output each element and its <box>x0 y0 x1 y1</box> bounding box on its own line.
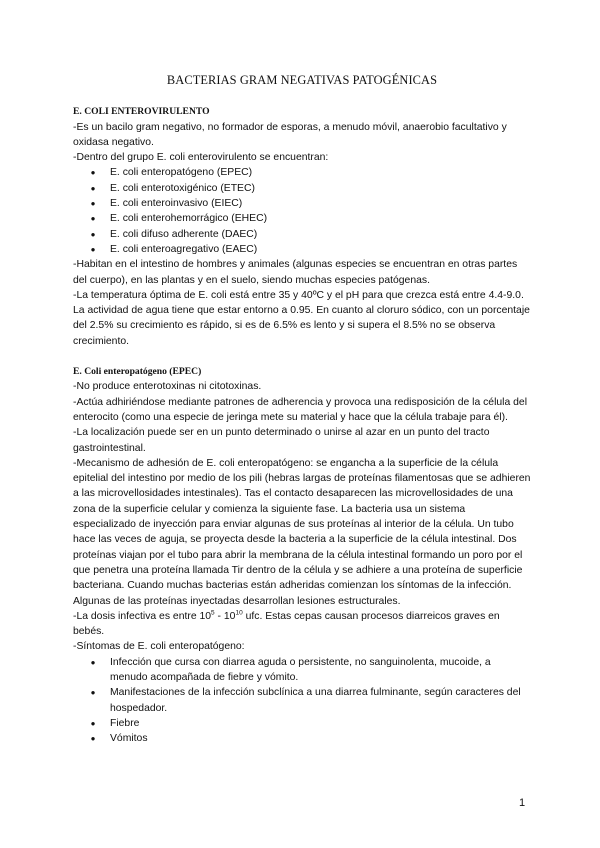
list-item: ● E. coli enteropatógeno (EPEC) <box>110 165 531 180</box>
paragraph: -Habitan en el intestino de hombres y animales (algunas especies se encuentran en otras partes del cuerpo), en las plantas y en el suelo, siendo muchas especies patógenas. <box>73 259 518 286</box>
list-item: ● E. coli enteroagregativo (EAEC) <box>110 242 531 257</box>
paragraph: -Mecanismo de adhesión de E. coli enteropatógeno: se engancha a la superficie de la célula epitelial del intestino por medio de los pili (hebras largas de proteínas filamentosas que se adhieren a las microvellosidades intestinales). Tas el contacto desaparecen las microvellosidades de una zona de la superficie celular y comienza la siguiente fase. La bacteria usa un sistema especializado de inyección para enviar algunas de sus proteínas al interior de la célula. Un tubo hace las veces de aguja, se proyecta desde la bacteria a la superficie de la célula intestinal. Dos proteínas viajan por el tubo para abrir la membrana de la célula intestinal formando un poro por el que penetra una proteína llamada Tir dentro de la célula y se adhiere a una proteína de superficie bacteriana. Cuando muchas bacterias están adheridas comienzan los síntomas de la infección. Algunas de las proteínas inyectadas desarrollan lesiones estructurales. <box>73 457 531 607</box>
bullet-icon: ● <box>90 229 96 239</box>
list-item: ● Fiebre <box>110 716 531 731</box>
list-item: ● E. coli enterohemorrágico (EHEC) <box>110 211 531 226</box>
list-item: ● E. coli enterotoxigénico (ETEC) <box>110 181 531 196</box>
paragraph: -Dentro del grupo E. coli enterovirulento se encuentran: <box>73 152 329 164</box>
section-heading: E. COLI ENTEROVIRULENTO <box>73 106 210 118</box>
section-e-coli-enterovirulento <box>73 104 531 349</box>
paragraph: -La localización puede ser en un punto determinado o unirse al azar en un punto del tracto gastrointestinal. <box>73 427 490 454</box>
list-item: ● Vómitos <box>110 731 531 746</box>
document-title: BACTERIAS GRAM NEGATIVAS PATOGÉNICAS <box>166 73 438 87</box>
page-number: 1 <box>519 797 526 809</box>
bullet-list <box>73 655 531 747</box>
paragraph: -Actúa adhiriéndose mediante patrones de adherencia y provoca una redisposición de la célula del enterocito (como una especie de jeringa mete su material y hace que la célula trabaje para él). <box>73 396 528 423</box>
bullet-list <box>73 165 531 257</box>
bullet-icon: ● <box>90 168 96 178</box>
bullet-icon: ● <box>90 199 96 209</box>
section-heading: E. Coli enteropatógeno (EPEC) <box>73 366 202 378</box>
page-content <box>73 73 531 746</box>
paragraph: -Síntomas de E. coli enteropatógeno: <box>73 641 245 653</box>
bullet-icon: ● <box>90 183 96 193</box>
bullet-icon: ● <box>90 214 96 224</box>
paragraph: -Es un bacilo gram negativo, no formador de esporas, a menudo móvil, anaerobio facultativo y oxidasa negativo. <box>73 121 507 148</box>
paragraph: -No produce enterotoxinas ni citotoxinas. <box>73 381 262 393</box>
list-item: ● Manifestaciones de la infección subclínica a una diarrea fulminante, según caracteres del hospedador. <box>110 685 531 716</box>
bullet-icon: ● <box>90 657 96 667</box>
bullet-icon: ● <box>90 718 96 728</box>
bullet-icon: ● <box>90 734 96 744</box>
list-item: ● E. coli enteroinvasivo (EIEC) <box>110 196 531 211</box>
list-item: ● E. coli difuso adherente (DAEC) <box>110 227 531 242</box>
infective-dose-paragraph: -La dosis infectiva es entre $10^5 - 10^{10}$ ufc. Estas cepas causan procesos diarreicos graves en bebés. <box>73 609 500 638</box>
paragraph: -La temperatura óptima de E. coli está entre 35 y 40ºC y el pH para que crezca está entre 4.4-9.0. La actividad de agua tiene que estar entorno a 0.95. En cuanto al cloruro sódico, con un porcentaje del 2.5% su crecimiento es rápido, si es de 6.5% es lento y si supera el 8.5% no se observa crecimiento. <box>73 289 530 347</box>
bullet-icon: ● <box>90 688 96 698</box>
section-gap <box>73 349 531 364</box>
list-item: ● Infección que cursa con diarrea aguda o persistente, no sanguinolenta, mucoide, a menudo acompañada de fiebre y vómito. <box>110 655 531 686</box>
bullet-icon: ● <box>90 244 96 254</box>
section-epec <box>73 364 531 746</box>
